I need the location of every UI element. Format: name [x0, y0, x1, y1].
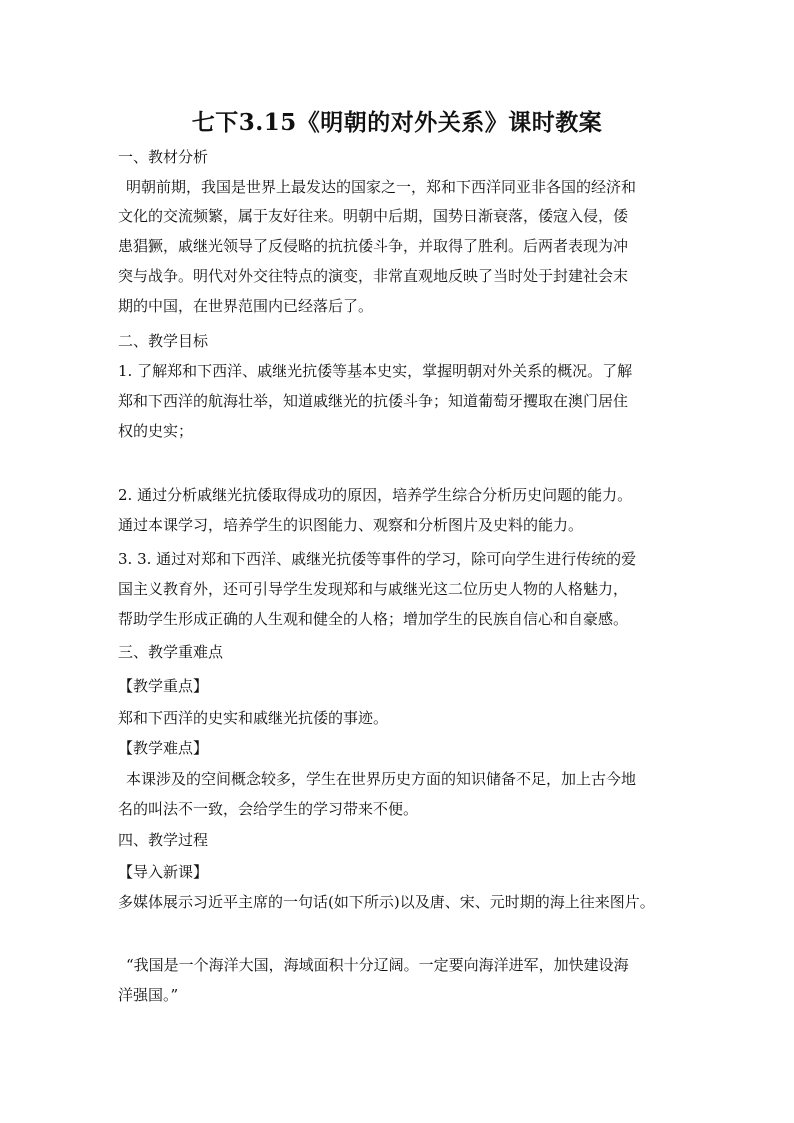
list-item-line: 权的史实； — [118, 422, 194, 440]
quote-line: 洋强国。” — [118, 986, 179, 1004]
paragraph-line: 患猖獗，戚继光领导了反侵略的抗抗倭斗争，并取得了胜利。后两者表现为冲 — [118, 237, 629, 255]
section-heading-teaching-process: 四、教学过程 — [118, 831, 209, 849]
paragraph-line: 期的中国，在世界范围内已经落后了。 — [118, 297, 374, 315]
paragraph-line: 多媒体展示习近平主席的一句话(如下所示)以及唐、宋、元时期的海上往来图片。 — [118, 893, 655, 911]
paragraph-line: 郑和下西洋的史实和戚继光抗倭的事迹。 — [118, 709, 389, 727]
subheading-difficult-point: 【教学难点】 — [118, 739, 209, 757]
list-item-line: 国主义教育外，还可引导学生发现郑和与戚继光这二位历史人物的人格魅力， — [118, 580, 629, 598]
section-heading-textbook-analysis: 一、教材分析 — [118, 148, 209, 166]
subheading-key-point: 【教学重点】 — [118, 677, 209, 695]
subheading-introduction: 【导入新课】 — [118, 863, 209, 881]
list-item-line: 2. 通过分析戚继光抗倭取得成功的原因，培养学生综合分析历史问题的能力。 — [118, 486, 633, 504]
list-item-line: 通过本课学习，培养学生的识图能力、观察和分析图片及史料的能力。 — [118, 516, 584, 534]
paragraph-line: 名的叫法不一致，会给学生的学习带来不便。 — [118, 800, 419, 818]
paragraph-line: 文化的交流频繁，属于友好往来。明朝中后期，国势日渐衰落，倭寇入侵，倭 — [118, 207, 629, 225]
quote-line: “我国是一个海洋大国，海域面积十分辽阔。一定要向海洋进军，加快建设海 — [126, 956, 629, 974]
list-item-line: 1. 了解郑和下西洋、戚继光抗倭等基本史实，掌握明朝对外关系的概况。了解 — [118, 362, 633, 380]
list-item-line: 3. 3. 通过对郑和下西洋、戚继光抗倭等事件的学习，除可向学生进行传统的爱 — [118, 550, 637, 568]
document-title: 七下3.15《明朝的对外关系》课时教案 — [191, 109, 603, 136]
paragraph-line: 突与战争。明代对外交往特点的演变，非常直观地反映了当时处于封建社会末 — [118, 267, 629, 285]
paragraph-line: 本课涉及的空间概念较多，学生在世界历史方面的知识储备不足，加上古今地 — [126, 770, 637, 788]
paragraph-line: 明朝前期，我国是世界上最发达的国家之一，郑和下西洋同亚非各国的经济和 — [126, 178, 637, 196]
list-item-line: 帮助学生形成正确的人生观和健全的人格；增加学生的民族自信心和自豪感。 — [118, 610, 629, 628]
list-item-line: 郑和下西洋的航海壮举，知道戚继光的抗倭斗争；知道葡萄牙攫取在澳门居住 — [118, 392, 629, 410]
section-heading-teaching-goals: 二、教学目标 — [118, 332, 209, 350]
section-heading-key-points: 三、教学重难点 — [118, 643, 224, 661]
